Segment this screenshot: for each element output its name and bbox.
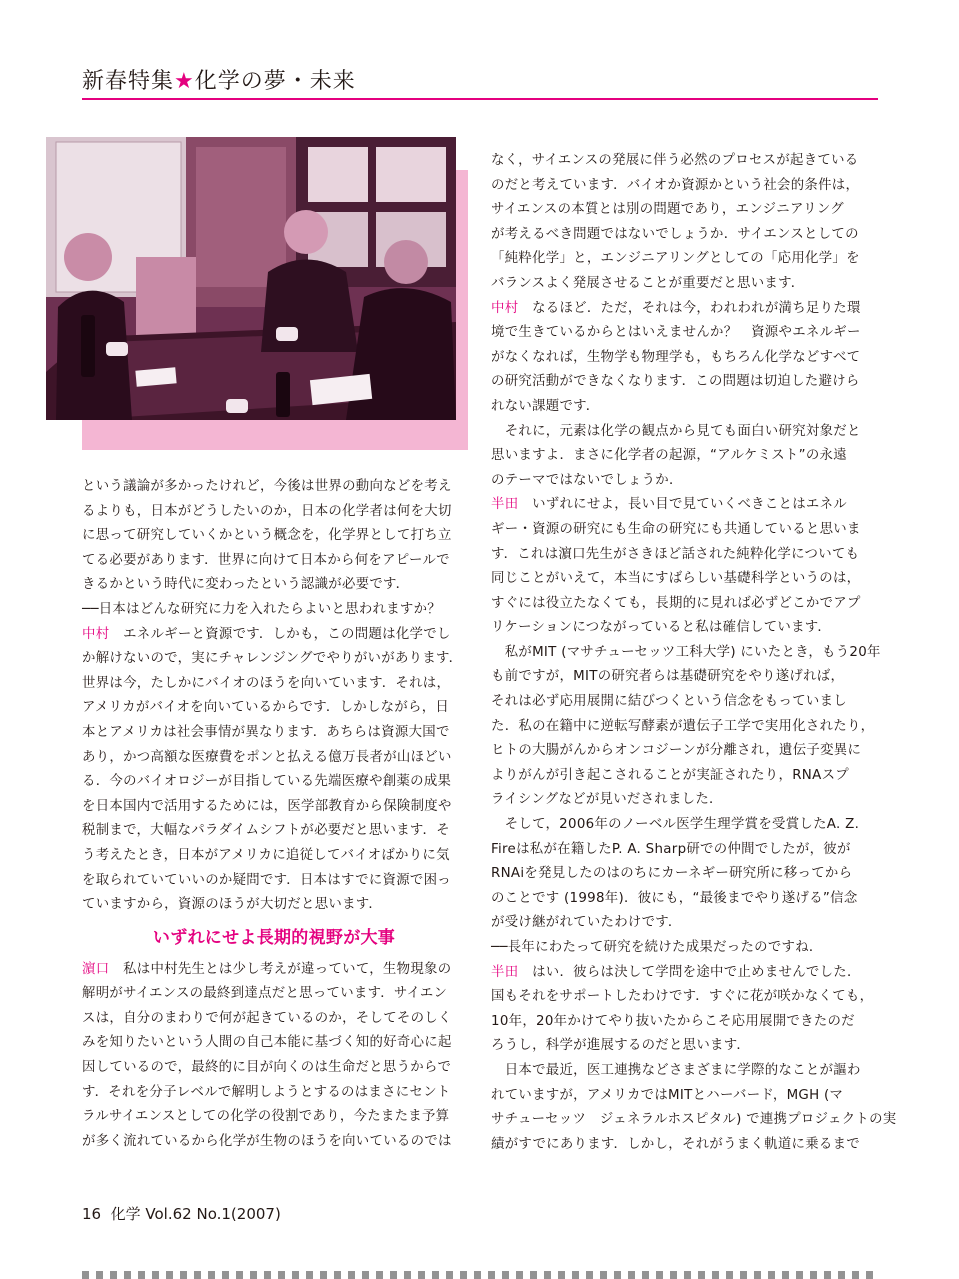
text-line: 中村 なるほど．ただ，それは今，われわれが満ち足りた環 — [491, 300, 861, 316]
text-line: 同じことがいえて，本当にすばらしい基礎科学というのは， — [491, 571, 861, 587]
text-line: てる必要があります．世界に向けて日本から何をアピールで — [82, 552, 450, 568]
page-footer — [82, 1203, 281, 1224]
text-line: 半田 はい．彼らは決して学問を途中で止めませんでした． — [491, 964, 861, 980]
text-line: 10年，20年かけてやり抜いたからこそ応用展開できたのだ — [491, 1013, 855, 1029]
text-line: 私がMIT (マサチューセッツ工科大学) にいたとき，もう20年 — [491, 644, 881, 660]
text-line: れていますが，アメリカではMITとハーバード，MGH (マ — [491, 1087, 844, 1103]
text-line: ギー・資源の研究にも生命の研究にも共通していると思いま — [491, 521, 861, 537]
text-line: バランスよく発展させることが重要だと思います． — [491, 275, 805, 291]
text-line: よりがんが引き起こされることが実証されたり，RNAスプ — [491, 767, 849, 783]
text-line: す．これは濵口先生がさきほど話された純粋化学についても — [491, 546, 860, 562]
text-line: ラルサイエンスとしての化学の役割であり，今たまたま予算 — [82, 1109, 450, 1125]
question-line: ──日本はどんな研究に力を入れたらよいと思われますか？ — [82, 601, 441, 617]
text-line: リケーションにつながっていると私は確信しています． — [491, 620, 832, 636]
text-line: すぐには役立たなくても，長期的に見れば必ずどこかでアプ — [491, 595, 861, 611]
text-line: のことです (1998年)．彼にも，“最後までやり遂げる”信念 — [491, 890, 858, 906]
text-line: 因しているので，最終的に目が向くのは生命だと思うからで — [82, 1060, 452, 1076]
text-line: アメリカがバイオを向いているからです．しかしながら，日 — [82, 700, 450, 716]
text-line: ヒトの大腸がんからオンコジーンが分離され，遺伝子変異に — [491, 743, 862, 759]
text-line: が多く流れているから化学が生物のほうを向いているのでは — [82, 1133, 452, 1149]
text-line: 「純粋化学」と，エンジニアリングとしての「応用化学」を — [491, 251, 860, 267]
text-line: 濵口 私は中村先生とは少し考えが違っていて，生物現象の — [82, 961, 452, 977]
star-icon: ★ — [174, 69, 195, 94]
interview-photo — [46, 137, 456, 420]
text-line: う考えたとき，日本がアメリカに追従してバイオばかりに気 — [82, 847, 450, 863]
text-line: 税制まで，大幅なパラダイムシフトが必要だと思います．そ — [82, 823, 450, 839]
text-line: スは，自分のまわりで何が起きているのか，そしてそのしく — [82, 1010, 452, 1026]
journal-citation: 化学 Vol.62 No.1(2007) — [110, 1205, 281, 1223]
text-line: 境で生きているからとはいえませんか？ 資源やエネルギー — [491, 325, 861, 341]
text-line: ろうし，科学が進展するのだと思います． — [491, 1038, 751, 1054]
text-line: が受け継がれていたわけです． — [491, 915, 682, 931]
speaker-label: 半田 — [491, 964, 519, 980]
text-line: ライシングなどが見いだされました． — [491, 792, 723, 808]
text-line: がなくなれば，生物学も物理学も，もちろん化学などすべて — [491, 349, 861, 365]
section-subheading: いずれにせよ長期的視野が大事 — [152, 927, 396, 948]
text-line: 世界は今，たしかにバイオのほうを向いています．それは， — [82, 675, 451, 691]
speaker-label: 中村 — [491, 300, 519, 316]
text-line: 国もそれをサポートしたわけです．すぐに花が咲かなくても， — [491, 989, 874, 1005]
text-line: それは必ず応用展開に結びつくという信念をもっていまし — [491, 694, 847, 710]
text-line: るよりも，日本がどうしたいのか，日本の化学者は何を大切 — [82, 503, 452, 519]
speaker-label: 半田 — [491, 497, 519, 513]
text-line: 中村 エネルギーと資源です．しかも，この問題は化学でし — [82, 626, 451, 642]
text-line: に思って研究していくかという概念を，化学界として打ち立 — [82, 528, 452, 544]
header-title: 新春特集★化学の夢・未来 — [82, 69, 356, 94]
left-column — [82, 475, 466, 1154]
text-line: サイエンスの本質とは別の問題であり，エンジニアリング — [491, 202, 844, 218]
bottom-bleed-text — [82, 1271, 878, 1279]
text-line: る．今のバイオロジーが目指している先端医療や創薬の成果 — [82, 774, 452, 790]
text-line: それに，元素は化学の観点から見ても面白い研究対象だと — [491, 423, 861, 439]
text-line: あり，かつ高額な医療費をポンと払える億万長者が山ほどい — [82, 749, 452, 765]
text-line: ていますから，資源のほうが大切だと思います． — [82, 897, 383, 913]
text-line: RNAiを発見したのはのちにカーネギー研究所に移ってから — [491, 866, 853, 882]
text-line: 思いますよ．まさに化学者の起源，“アルケミスト”の永遠 — [491, 448, 847, 464]
text-line: みを知りたいという人間の自己本能に基づく知的好奇心に起 — [82, 1035, 452, 1051]
text-line: きるかという時代に変わったという認識が必要です． — [82, 577, 410, 593]
text-line: Fireは私が在籍したP. A. Sharp研での仲間でしたが，彼が — [491, 841, 851, 857]
speaker-label: 中村 — [82, 626, 110, 642]
text-line: か解けないので，実にチャレンジングでやりがいがあります． — [82, 651, 463, 667]
text-line: のだと考えています．バイオか資源かという社会的条件は， — [491, 177, 860, 193]
text-line: 績がすでにあります．しかし，それがうまく軌道に乗るまで — [491, 1136, 860, 1152]
text-line: のテーマではないでしょうか． — [491, 472, 683, 488]
text-line: れない課題です． — [491, 398, 600, 414]
text-line: 本とアメリカは社会事情が異なります．あちらは資源大国で — [82, 724, 450, 740]
text-line: 解明がサイエンスの最終到達点だと思っています．サイエン — [82, 986, 448, 1002]
header-rule — [82, 98, 878, 100]
text-line: が考えるべき問題ではないでしょうか．サイエンスとしての — [491, 226, 859, 242]
text-line: なく，サイエンスの発展に伴う必然のプロセスが起きている — [491, 153, 859, 168]
text-line: す．それを分子レベルで解明しようとするのはまさにセント — [82, 1084, 451, 1100]
text-line: も前ですが，MITの研究者らは基礎研究をやり遂げれば， — [491, 669, 845, 685]
text-line: を日本国内で活用するためには，医学部教育から保険制度や — [82, 798, 452, 814]
text-line: サチューセッツ ジェネラルホスピタル) で連携プロジェクトの実 — [491, 1112, 897, 1128]
page-number: 16 — [82, 1205, 102, 1223]
text-line: の研究活動ができなくなります．この問題は切迫した避けら — [491, 374, 860, 390]
text-line: という議論が多かったけれど，今後は世界の動向などを考え — [82, 479, 452, 494]
text-line: そして，2006年のノーベル医学生理学賞を受賞したA. Z. — [491, 817, 860, 833]
text-line: 日本で最近，医工連携などさまざまに学際的なことが謳わ — [491, 1062, 861, 1078]
speaker-label: 濵口 — [82, 961, 110, 977]
text-line: た．私の在籍中に逆転写酵素が遺伝子工学で実用化されたり， — [491, 718, 875, 734]
right-column — [491, 149, 897, 1157]
question-line: ──長年にわたって研究を続けた成果だったのですね． — [491, 940, 823, 955]
text-line: を取られていていいのか疑問です．日本はすでに資源で困っ — [82, 872, 451, 888]
text-line: 半田 いずれにせよ，長い目で見ていくべきことはエネル — [491, 497, 847, 513]
